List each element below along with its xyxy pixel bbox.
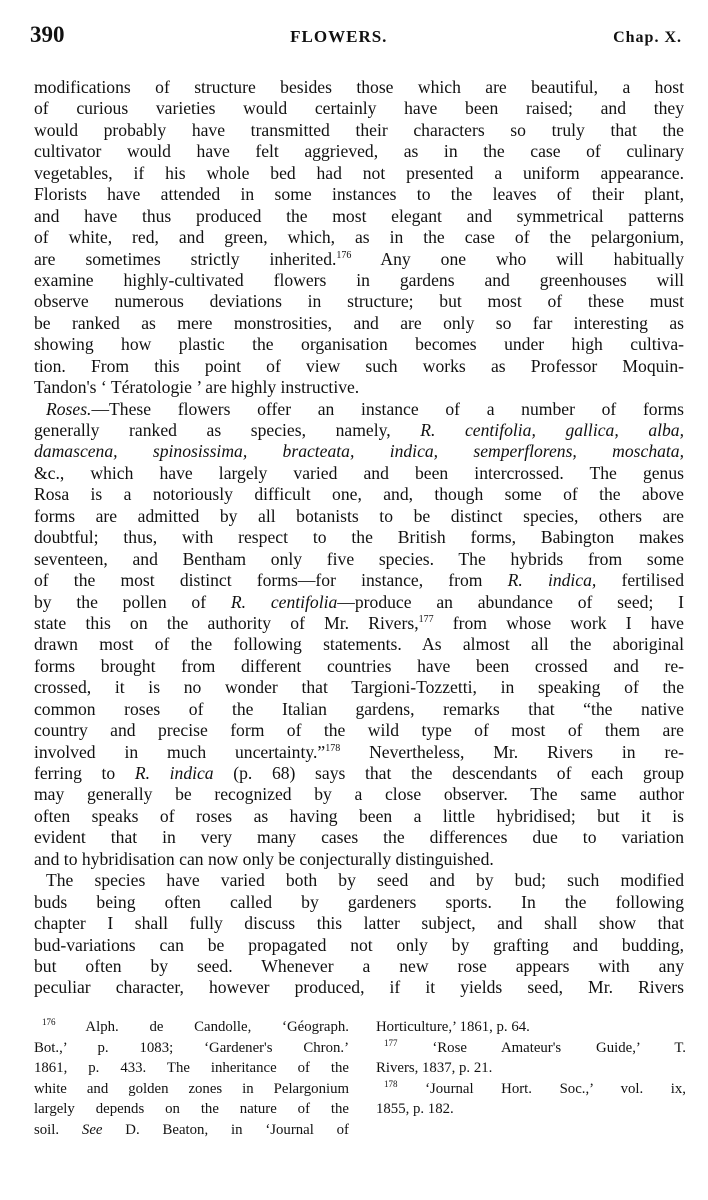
- footnote-line: [376, 1079, 686, 1100]
- running-title: FLOWERS.: [290, 27, 388, 46]
- text-line: [34, 742, 684, 763]
- species-names: R. centifolia, gallica, alba,: [420, 420, 684, 440]
- text-line: Florists have attended in some instances to the leaves of their plant,: [34, 184, 684, 205]
- text-line: common roses of the Italian gardens, remarks that “the native: [34, 698, 684, 719]
- text-line: drawn most of the following statements. As almost all the aboriginal: [34, 634, 684, 655]
- footnote-line: Rivers, 1837, p. 21.: [376, 1060, 493, 1076]
- footnote-ref-178: 178: [325, 742, 341, 754]
- text-line: vegetables, if his whole bed had not presented a uniform appearance.: [34, 162, 684, 183]
- page-header: [30, 22, 682, 56]
- text-line: [34, 592, 684, 613]
- text-line: tion. From this point of view such works as Professor Moquin-: [34, 355, 684, 376]
- text-line: The species have varied both by seed and by bud; such modified: [46, 870, 684, 891]
- page-number: 390: [30, 22, 65, 47]
- footnote-column-right: [376, 1017, 686, 1140]
- text-line: forms are admitted by all botanists to be distinct species, others are: [34, 505, 684, 526]
- footnote-line: 1861, p. 433. The inheritance of the: [34, 1060, 349, 1076]
- text-line: and have thus produced the most elegant and symmetrical patterns: [34, 205, 684, 226]
- text-fragment: (p. 68) says that the descendants of each group: [213, 763, 684, 783]
- text-line: crossed, it is no wonder that Targioni-Tozzetti, in speaking of the: [34, 677, 684, 698]
- text-line: bud-variations can be propagated not only by grafting and budding,: [34, 934, 684, 955]
- footnote-column-left: [34, 1017, 349, 1140]
- text-line: country and precise form of the wild type of most of them are: [34, 720, 684, 741]
- text-line: chapter I shall fully discuss this latter subject, and shall show that: [34, 913, 684, 934]
- section-lead-roses: Roses.: [46, 398, 92, 419]
- text-line: and to hybridisation can now only be conjecturally distinguished.: [34, 848, 494, 869]
- footnote-line: white and golden zones in Pelargonium: [34, 1080, 349, 1097]
- text-line: doubtful; thus, with respect to the British forms, Babington makes: [34, 527, 684, 548]
- footnote-line: [376, 1038, 686, 1059]
- species-name: R. indica: [134, 763, 214, 783]
- text-line: would probably have transmitted their characters so truly that the: [34, 119, 684, 140]
- text-fragment: Alph. de Candolle, ‘Géograph.: [55, 1019, 349, 1035]
- text-line: cultivator would have felt aggrieved, as in the case of culinary: [34, 141, 684, 162]
- text-line: [34, 763, 684, 784]
- text-line: buds being often called by gardeners sports. In the following: [34, 891, 684, 912]
- text-line: [34, 420, 684, 441]
- footnote-line: Horticulture,’ 1861, p. 64.: [376, 1019, 530, 1035]
- text-line: be ranked as mere monstrosities, and are only so far interesting as: [34, 312, 684, 333]
- text-fragment: fertilised: [596, 570, 684, 591]
- footnote-line: [34, 1017, 349, 1038]
- text-fragment: ferring to: [34, 763, 135, 783]
- footnote-marker-176: 176: [42, 1017, 56, 1027]
- text-line: peculiar character, however produced, if it yields seed, Mr. Rivers: [34, 977, 684, 998]
- text-fragment: —produce an abundance of seed; I: [337, 591, 684, 612]
- text-line: Rosa is a notoriously difficult one, and, though some of the above: [34, 484, 684, 505]
- footnote-marker-177: 177: [384, 1037, 398, 1048]
- text-line: but often by seed. Whenever a new rose appears with any: [34, 955, 684, 976]
- species-name: R. indica,: [507, 570, 597, 591]
- text-line: damascena, spinosissima, bracteata, indica, semperflorens, moschata,: [34, 441, 684, 462]
- text-fragment: state this on the authority of Mr. Rivers,: [34, 612, 419, 633]
- text-line: may generally be recognized by a close observer. The same author: [34, 784, 684, 805]
- text-line: [34, 249, 684, 270]
- text-fragment: by the pollen of: [34, 591, 231, 612]
- text-line: examine highly-cultivated flowers in gardens and greenhouses will: [34, 269, 684, 290]
- footnote-line: [34, 1120, 349, 1141]
- text-fragment: Nevertheless, Mr. Rivers in re-: [340, 741, 684, 762]
- body-text: [34, 77, 684, 999]
- text-line: modifications of structure besides those which are beautiful, a host: [34, 77, 684, 97]
- text-line: evident that in very many cases the differences due to variation: [34, 827, 684, 848]
- footnote-ref-177: 177: [418, 613, 434, 625]
- text-line: often speaks of roses as having been a little hybridised; but it is: [34, 805, 684, 826]
- chapter-label: Chap. X.: [613, 29, 682, 46]
- text-line: of curious varieties would certainly have been raised; and they: [34, 98, 684, 119]
- text-line: [34, 570, 684, 591]
- text-fragment: involved in much uncertainty.”: [34, 741, 326, 762]
- text-fragment: of the most distinct forms—for instance, from: [34, 570, 508, 591]
- text-fragment: soil.: [34, 1121, 82, 1138]
- text-fragment: See: [81, 1121, 103, 1138]
- text-line: forms brought from different countries have been crossed and re-: [34, 655, 684, 676]
- text-fragment: generally ranked as species, namely,: [34, 420, 421, 440]
- text-fragment: D. Beaton, in ‘Journal of: [102, 1121, 349, 1138]
- footnote-line: Bot.,’ p. 1083; ‘Gardener's Chron.’: [34, 1039, 349, 1056]
- text-fragment: Any one who will habitually: [351, 248, 684, 269]
- footnote-line: 1855, p. 182.: [376, 1101, 454, 1117]
- text-line: observe numerous deviations in structure; but most of these must: [34, 291, 684, 312]
- text-line: of white, red, and green, which, as in the case of the pelargonium,: [34, 227, 684, 248]
- species-name: R. centifolia: [230, 591, 338, 612]
- footnote-line: largely depends on the nature of the: [34, 1101, 349, 1117]
- text-fragment: are sometimes strictly inherited.: [34, 248, 337, 269]
- text-line: [34, 399, 684, 420]
- text-line: Tandon's ‘ Tératologie ’ are highly instructive.: [34, 377, 360, 398]
- text-fragment: from whose work I have: [433, 612, 684, 633]
- text-fragment: ‘Rose Amateur's Guide,’ T.: [397, 1039, 686, 1056]
- footnotes: [34, 1017, 686, 1140]
- text-line: [34, 613, 684, 634]
- text-line: &c., which have largely varied and been intercrossed. The genus: [34, 462, 684, 483]
- footnote-marker-178: 178: [384, 1078, 398, 1089]
- text-fragment: ‘Journal Hort. Soc.,’ vol. ix,: [397, 1080, 686, 1097]
- text-fragment: —These flowers offer an instance of a number of forms: [91, 398, 684, 419]
- text-line: showing how plastic the organisation becomes under high cultiva-: [34, 334, 684, 355]
- text-line: seventeen, and Bentham only five species. The hybrids from some: [34, 548, 684, 569]
- footnote-ref-176: 176: [336, 249, 352, 261]
